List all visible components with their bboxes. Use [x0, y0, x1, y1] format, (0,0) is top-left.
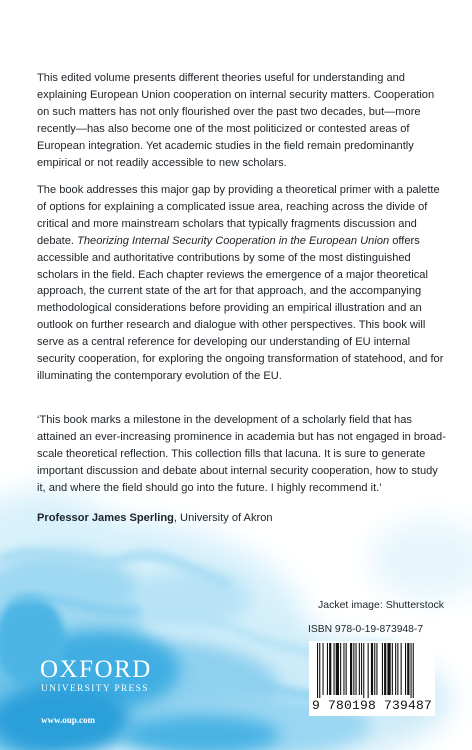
- barcode-bar: [353, 643, 354, 695]
- paragraph-2-rest: offers accessible and authoritative contributions by some of the most distinguished scholars in the field. Each chapter reviews the emergence of a major theoretical approach, the current state of the art for that approach, and the accompanying methodological considerations before providing an empirical illustration and an outlook on further research and dialogue with other perspectives. This book will serve as a central reference for developing our understanding of EU internal security cooperation, for exploring the ongoing transformation of statehood, and for illuminating the contemporary evolution of the EU.: [37, 234, 444, 382]
- barcode-bar: [368, 643, 369, 698]
- barcode-bar: [405, 643, 406, 695]
- barcode-bar: [346, 643, 347, 695]
- barcode: [309, 641, 435, 716]
- publisher-logo-subtitle: UNIVERSITY PRESS: [41, 684, 149, 694]
- barcode-bar: [319, 643, 320, 698]
- barcode-bar: [361, 643, 362, 695]
- barcode-bar: [392, 643, 393, 695]
- barcode-bar: [387, 643, 390, 695]
- barcode-bar: [371, 643, 373, 695]
- barcode-bar: [374, 643, 375, 695]
- barcode-bar: [317, 643, 318, 698]
- endorser-name: Professor James Sperling: [37, 512, 174, 524]
- barcode-bar: [376, 643, 377, 695]
- jacket-credit: Jacket image: Shutterstock: [318, 599, 445, 611]
- endorsement-quote: ‘This book marks a milestone in the development of a scholarly field that has attained an ever-increasing prominence in academia but has not engaged in broad-scale theoretical reflection. This collection fills that lacuna. It is sure to generate important discussion and debate about internal security cooperation, how to study it, and where the field should go into the future. I highly recommend it.’: [37, 414, 446, 494]
- barcode-digits: 9 780198 739487: [311, 698, 433, 713]
- barcode-bar: [340, 643, 341, 695]
- endorser-affiliation: , University of Akron: [173, 512, 273, 524]
- book-title: Theorizing Internal Security Cooperation in the European Union: [77, 234, 390, 247]
- barcode-bar: [334, 643, 335, 695]
- publisher-logo-name: OXFORD: [40, 656, 152, 683]
- barcode-bar: [401, 643, 402, 695]
- barcode-bar: [336, 643, 339, 695]
- endorser: [37, 510, 447, 527]
- barcode-bar: [413, 643, 414, 698]
- publisher-url[interactable]: www.oup.com: [41, 715, 96, 725]
- barcode-bars: [309, 641, 435, 698]
- barcode-bar: [384, 643, 386, 695]
- barcode-bar: [323, 643, 324, 695]
- description-paragraph-2: [37, 182, 447, 385]
- barcode-bar: [350, 643, 352, 695]
- paragraph-2-lead: The book addresses this major gap by providing a theoretical primer with a palette of options for explaining a complicated issue area, reaching across the divide of critical and more mainstream scholars that typically fragments discussion and debate.: [37, 184, 440, 247]
- barcode-bar: [356, 643, 357, 695]
- barcode-bar: [343, 643, 344, 695]
- barcode-bar: [363, 643, 364, 698]
- barcode-bar: [395, 643, 396, 695]
- description-paragraph-1: This edited volume presents different theories useful for understanding and explaining European Union cooperation on internal security matters. Cooperation on such matters has not only flourished over the past two decades, but—more recently—has also become one of the most politicized or contested areas of European integration. Yet academic studies in the field remain predominantly empirical or not readily accessible to new scholars.: [37, 72, 435, 169]
- isbn: ISBN 978-0-19-873948-7: [308, 624, 424, 635]
- barcode-bar: [359, 643, 360, 695]
- barcode-bar: [407, 643, 409, 695]
- barcode-bar: [382, 643, 383, 695]
- barcode-bar: [411, 643, 412, 698]
- barcode-bar: [329, 643, 331, 695]
- barcode-bar: [327, 643, 328, 695]
- barcode-bar: [397, 643, 398, 695]
